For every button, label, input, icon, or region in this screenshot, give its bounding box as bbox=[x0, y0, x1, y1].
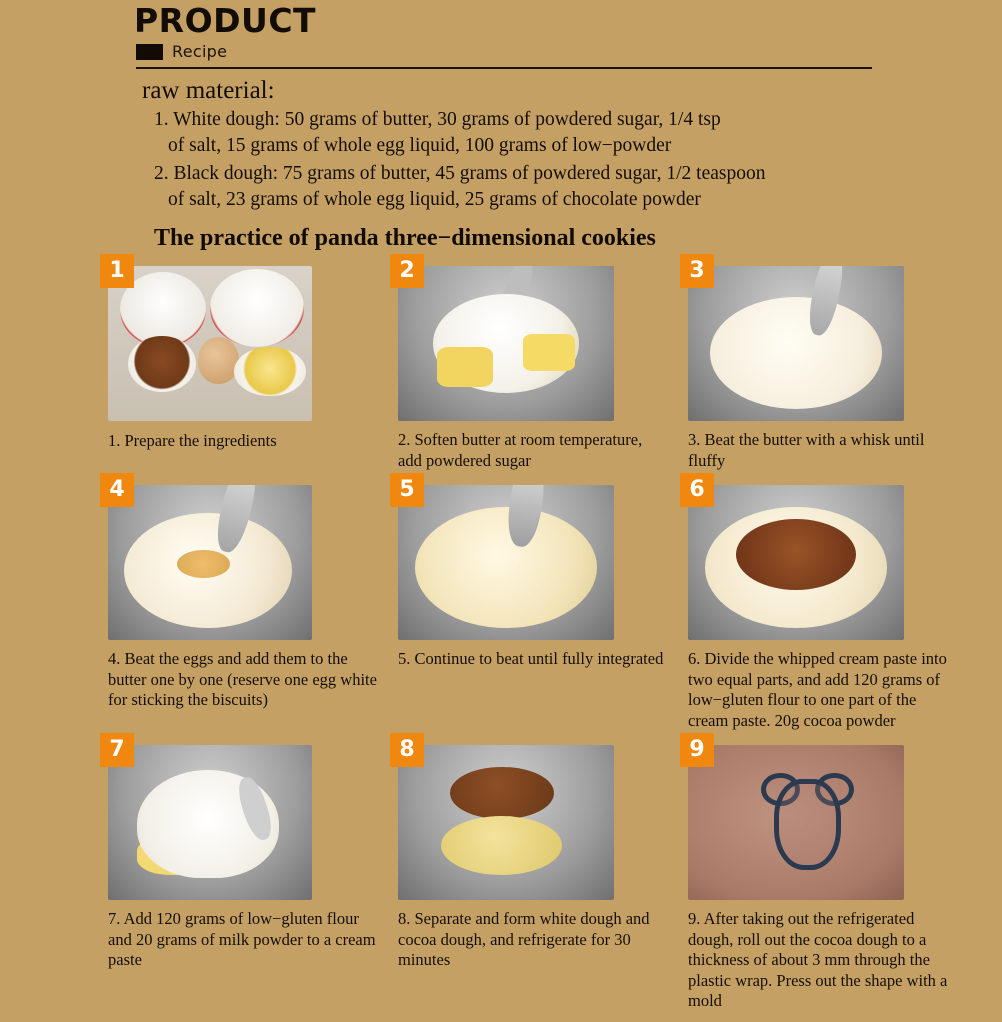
steps-grid bbox=[104, 260, 984, 1022]
step-photo-wrap bbox=[108, 258, 312, 421]
step-photo-cocoa-added bbox=[688, 485, 904, 640]
header-subtitle: Recipe bbox=[172, 42, 228, 61]
step-badge: 8 bbox=[390, 733, 424, 767]
step-badge: 2 bbox=[390, 254, 424, 288]
step-item bbox=[104, 737, 394, 1022]
step-badge: 1 bbox=[100, 254, 134, 288]
step-item bbox=[684, 477, 974, 741]
step-item bbox=[104, 477, 394, 741]
step-photo-wrap bbox=[688, 258, 904, 421]
step-photo-rolled-dough-mold bbox=[688, 745, 904, 900]
practice-heading: The practice of panda three−dimensional cookies bbox=[154, 225, 656, 251]
step-badge: 4 bbox=[100, 473, 134, 507]
step-badge: 7 bbox=[100, 733, 134, 767]
step-photo-wrap bbox=[398, 258, 614, 421]
step-caption: 6. Divide the whipped cream paste into two equal parts, and add 120 grams of low−gluten flour to one part of the cream paste. 20g cocoa powder bbox=[688, 649, 947, 730]
step-caption: 5. Continue to beat until fully integrated bbox=[398, 649, 664, 668]
ingredient-line-2: of salt, 23 grams of whole egg liquid, 25 grams of chocolate powder bbox=[168, 189, 701, 210]
header-divider bbox=[136, 67, 872, 69]
step-photo-wrap bbox=[108, 737, 312, 900]
step-item bbox=[394, 737, 684, 1022]
step-photo-wrap bbox=[688, 737, 904, 900]
step-caption: 1. Prepare the ingredients bbox=[108, 431, 277, 450]
step-photo-ingredients bbox=[108, 266, 312, 421]
step-item bbox=[394, 260, 684, 481]
step-photo-wrap bbox=[108, 477, 312, 640]
step-photo-whipped-butter bbox=[688, 266, 904, 421]
step-photo-butter-sugar bbox=[398, 266, 614, 421]
square-bullet-icon bbox=[136, 44, 163, 60]
list-item bbox=[142, 107, 984, 159]
ingredient-line-2: of salt, 15 grams of whole egg liquid, 100 grams of low−powder bbox=[168, 135, 672, 156]
step-badge: 5 bbox=[390, 473, 424, 507]
step-caption: 8. Separate and form white dough and cocoa dough, and refrigerate for 30 minutes bbox=[398, 909, 650, 969]
page-title: PRODUCT bbox=[134, 1, 317, 40]
step-photo-wrap bbox=[398, 737, 614, 900]
ingredients-heading: raw material: bbox=[142, 77, 275, 104]
ingredients-list bbox=[142, 107, 984, 213]
step-photo-flour-added bbox=[108, 745, 312, 900]
step-caption: 7. Add 120 grams of low−gluten flour and 20 grams of milk powder to a cream paste bbox=[108, 909, 376, 969]
step-item bbox=[104, 260, 394, 481]
page-header bbox=[130, 0, 984, 69]
step-caption: 4. Beat the eggs and add them to the butter one by one (reserve one egg white for sticking the biscuits) bbox=[108, 649, 377, 709]
ingredient-line-1: 1. White dough: 50 grams of butter, 30 grams of powdered sugar, 1/4 tsp bbox=[154, 109, 721, 130]
step-photo-eggs-added bbox=[108, 485, 312, 640]
step-item bbox=[684, 260, 974, 481]
ingredient-line-1: 2. Black dough: 75 grams of butter, 45 grams of powdered sugar, 1/2 teaspoon bbox=[154, 163, 766, 184]
step-photo-wrap bbox=[398, 477, 614, 640]
step-photo-integrated-batter bbox=[398, 485, 614, 640]
step-photo-wrap bbox=[688, 477, 904, 640]
step-badge: 9 bbox=[680, 733, 714, 767]
list-item bbox=[142, 161, 984, 213]
step-photo-two-doughs bbox=[398, 745, 614, 900]
step-caption: 9. After taking out the refrigerated dough, roll out the cocoa dough to a thickness of about 3 mm through the plastic wrap. Press out the shape with a mold bbox=[688, 909, 948, 1010]
step-badge: 6 bbox=[680, 473, 714, 507]
header-subtitle-row bbox=[130, 42, 984, 61]
step-caption: 2. Soften butter at room temperature, add powdered sugar bbox=[398, 430, 643, 470]
step-caption: 3. Beat the butter with a whisk until fluffy bbox=[688, 430, 925, 470]
step-item bbox=[394, 477, 684, 741]
step-badge: 3 bbox=[680, 254, 714, 288]
step-item bbox=[684, 737, 974, 1022]
